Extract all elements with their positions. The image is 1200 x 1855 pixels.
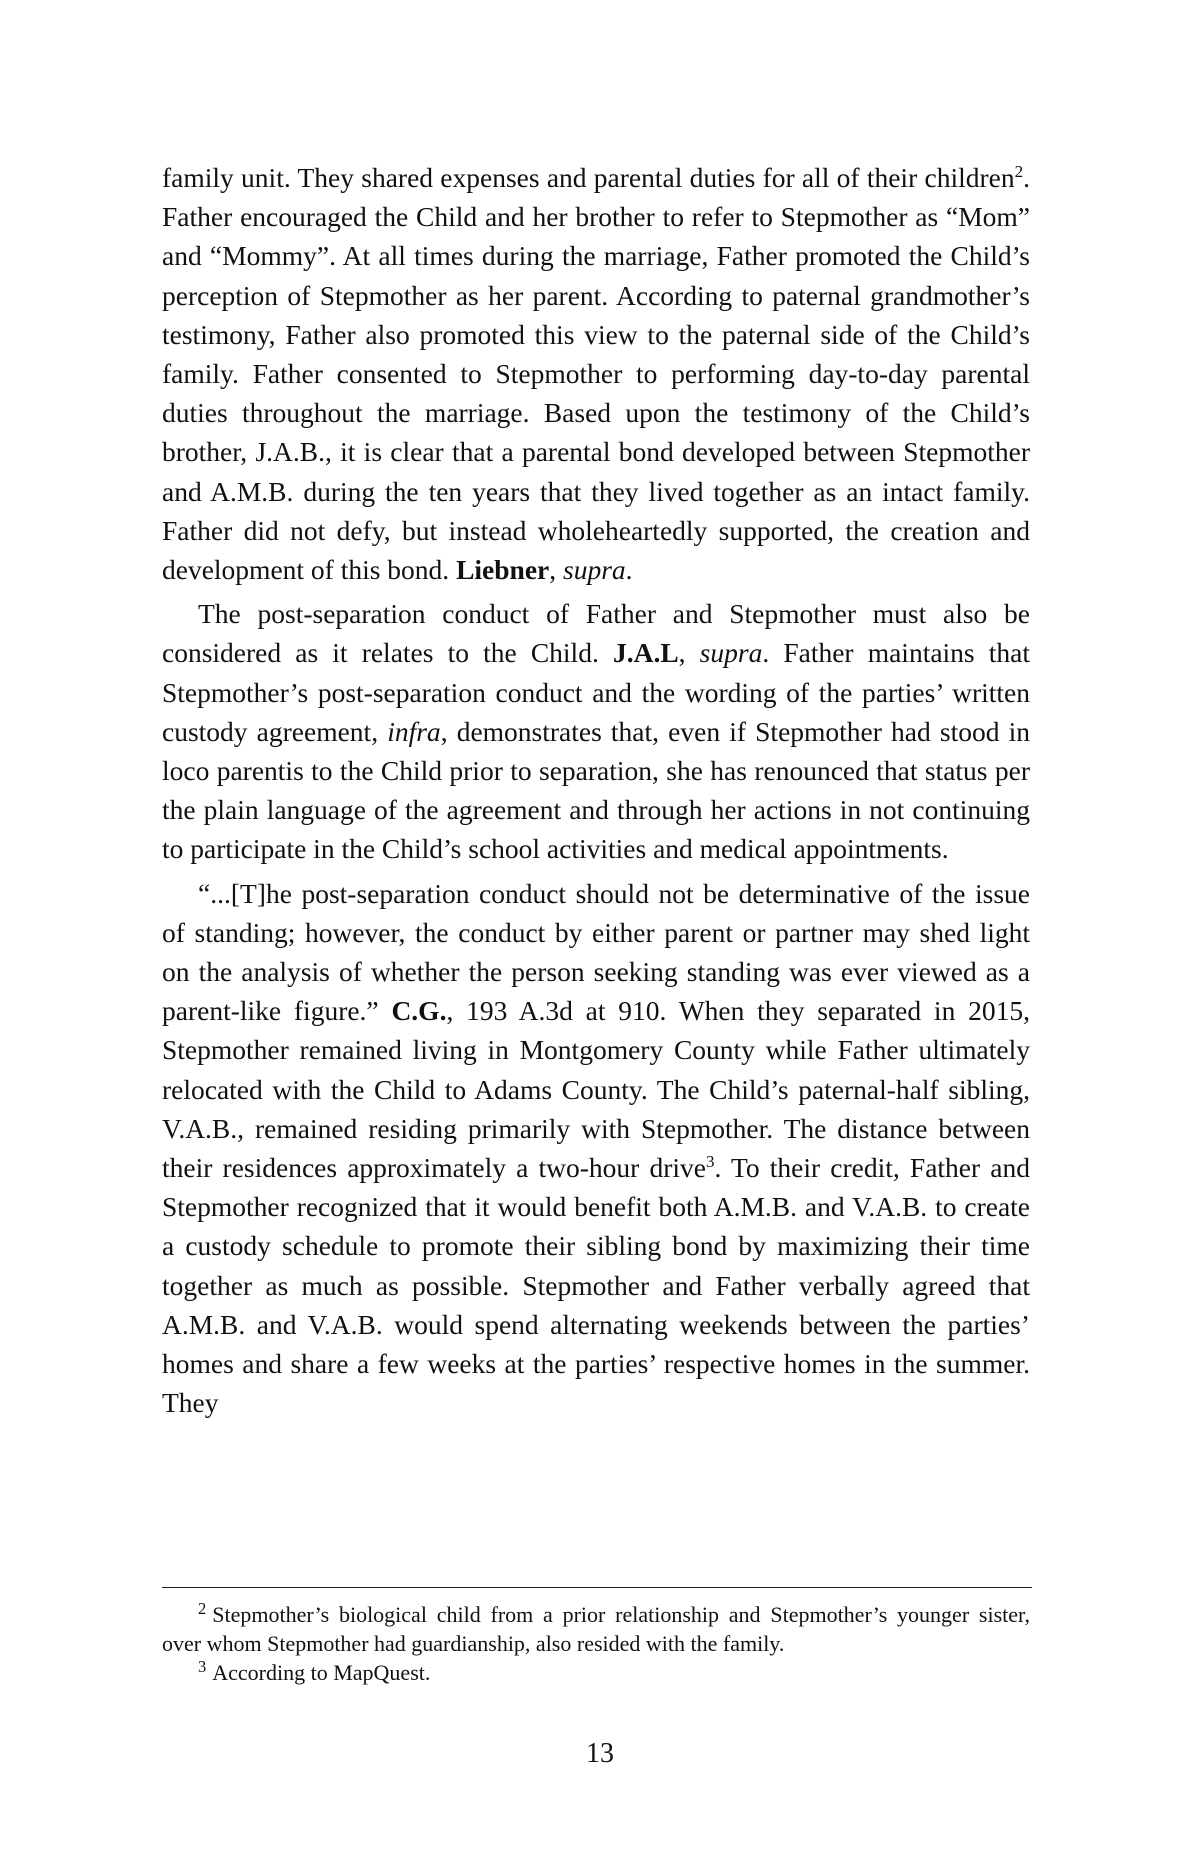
text-run: , demonstrates that, even if Stepmother had stood in loco parentis to the Child prior to separation, she has renounced that status per the plain language of the agreement and through her actions in not continuing to participate in the Child’s school activities and medical appointments. xyxy=(162,715,1030,865)
footnote-3 xyxy=(162,1658,1030,1687)
paragraph-3 xyxy=(162,874,1030,1423)
case-citation: C.G. xyxy=(391,995,447,1027)
text-run: . Father maintains that Stepmother’s post-separation conduct and the wording of the parties’ written custody agreement, xyxy=(162,637,1031,747)
footnote-number: 3 xyxy=(198,1656,207,1676)
text-run: “...[T]he post-separation conduct should not be determinative of the issue of standing; however, the conduct by either parent or partner may shed light on the analysis of whether the person seeking standing was ever viewed as a parent-like figure.” xyxy=(162,877,1030,1027)
footnote-ref-2[interactable]: 2 xyxy=(1014,161,1024,181)
footnote-ref-3[interactable]: 3 xyxy=(705,1151,715,1171)
body-text xyxy=(162,158,1030,1423)
footnotes xyxy=(162,1600,1030,1687)
text-run: , 193 A.3d at 910. When they separated in 2015, Stepmother remained living in Montgomery County while Father ultimately relocated with the Child to Adams County. The Child’s paternal-half sibling, V.A.B., remained residing primarily with Stepmother. The distance between their residences approximately a two-hour drive xyxy=(162,995,1030,1184)
text-run: , xyxy=(549,554,564,586)
case-citation: J.A.L xyxy=(612,637,679,669)
footnote-text: Stepmother’s biological child from a prior relationship and Stepmother’s younger sister, over whom Stepmother had guardianship, also resided with the family. xyxy=(162,1602,1030,1656)
supra-italic: supra xyxy=(699,637,763,669)
case-citation: Liebner xyxy=(456,554,550,586)
page-number: 13 xyxy=(586,1738,614,1769)
text-run: . Father encouraged the Child and her brother to refer to Stepmother as “Mom” and “Mommy”. At all times during the marriage, Father promoted the Child’s perception of Stepmother as her parent. According to paternal grandmother’s testimony, Father also promoted this view to the paternal side of the Child’s family. Father consented to Stepmother to performing day-to-day parental duties throughout the marriage. Based upon the testimony of the Child’s brother, J.A.B., it is clear that a parental bond developed between Stepmother and A.M.B. during the ten years that they lived together as an intact family. Father did not defy, but instead wholeheartedly supported, the creation and development of this bond. xyxy=(162,162,1030,586)
footnote-divider xyxy=(162,1587,1032,1588)
text-run: . xyxy=(625,554,633,586)
text-run: . To their credit, Father and Stepmother recognized that it would benefit both A.M.B. and V.A.B. to create a custody schedule to promote their sibling bond by maximizing their time together as much as possible. Stepmother and Father verbally agreed that A.M.B. and V.A.B. would spend alternating weekends between the parties’ homes and share a few weeks at the parties’ respective homes in the summer. They xyxy=(162,1152,1030,1419)
supra-italic: supra xyxy=(563,554,626,586)
paragraph-1 xyxy=(162,158,1030,589)
infra-italic: infra xyxy=(387,715,441,747)
text-run: The post-separation conduct of Father and Stepmother must also be considered as it relates to the Child. xyxy=(162,598,1030,669)
text-run: , xyxy=(678,637,700,669)
text-run: family unit. They shared expenses and parental duties for all of their children xyxy=(162,162,1015,193)
footnote-text: According to MapQuest. xyxy=(212,1660,431,1685)
footnote-2 xyxy=(162,1600,1030,1658)
paragraph-2 xyxy=(162,594,1030,868)
footnote-number: 2 xyxy=(198,1598,207,1618)
